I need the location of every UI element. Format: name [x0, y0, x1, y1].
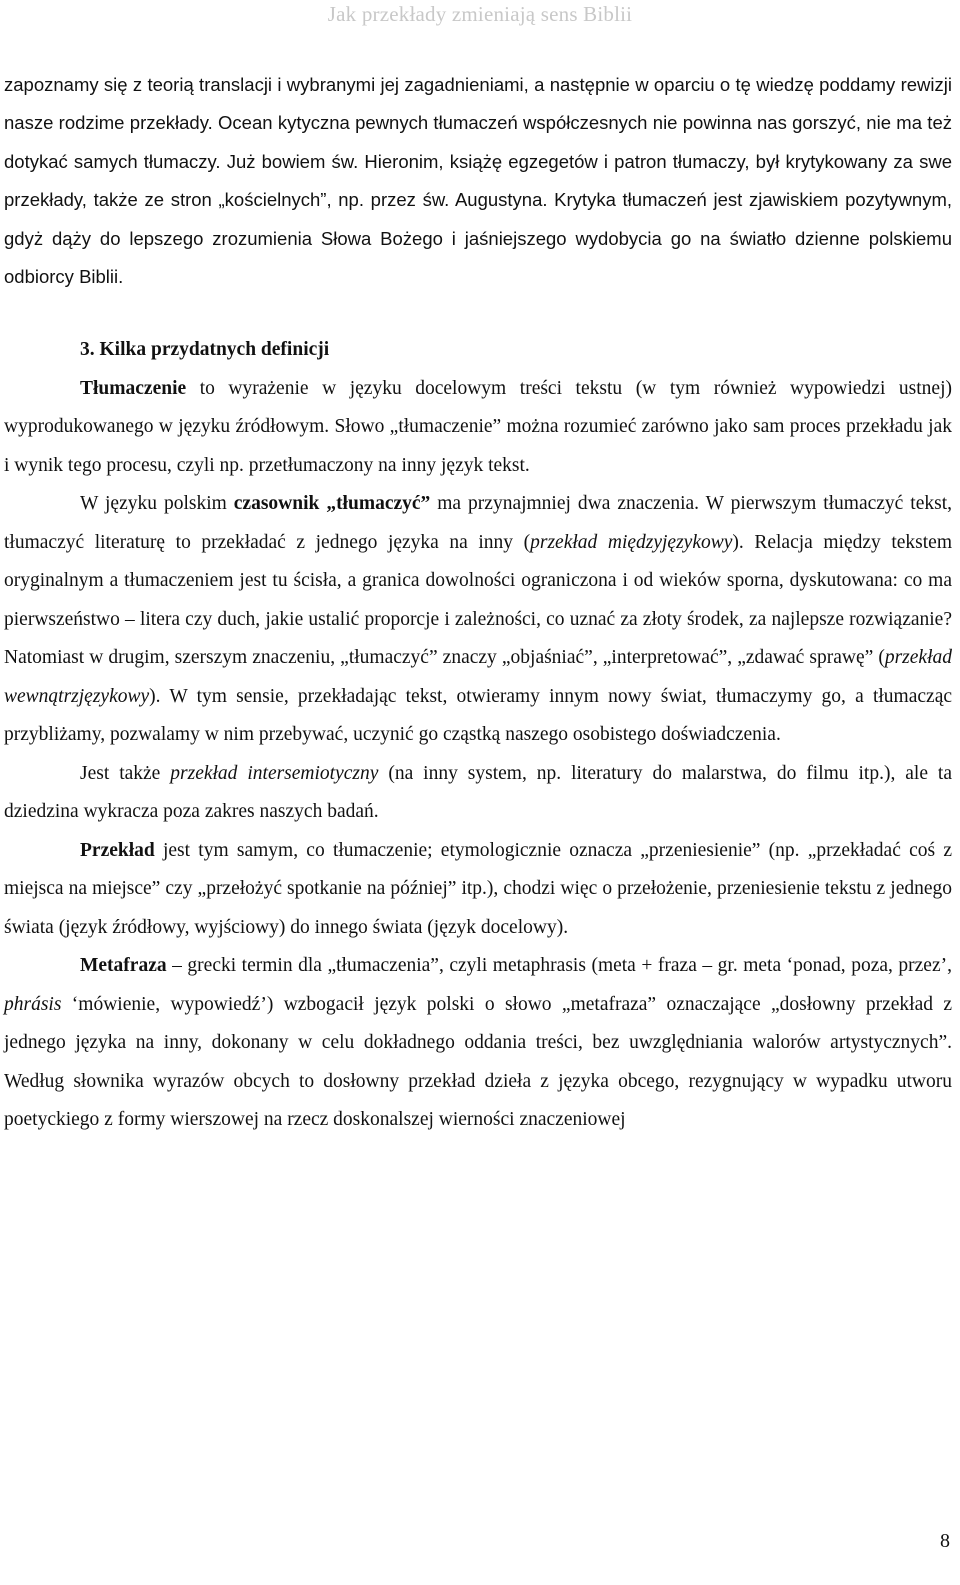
- definition-metafraza-part1: – grecki termin dla „tłumaczenia”, czyli metaphrasis (meta + fraza – gr. meta ‘ponad, poza, przez’,: [166, 955, 952, 977]
- definitions-block: [4, 370, 952, 1140]
- definition-czasownik: [4, 485, 952, 755]
- term-metafraza: Metafraza: [80, 955, 167, 977]
- definition-czasownik-intro: W języku polskim: [80, 493, 234, 515]
- definition-czasownik-part3: ). W tym sensie, przekładając tekst, otwieramy innym nowy świat, tłumaczymy go, a tłumacząc przybliżamy, pozwalamy w nim przebywać, uczynić go cząstką naszego osobistego doświadczenia.: [4, 685, 952, 746]
- term-przeklad-miedzyjezykowy: przekład międzyjęzykowy: [530, 531, 733, 553]
- term-przeklad: Przekład: [80, 839, 155, 861]
- term-przeklad-wewnatrzjezykowy: przekład wewnątrzjęzykowy: [4, 647, 952, 707]
- definition-tlumaczenie: [4, 370, 952, 486]
- definition-intersemiotyczny: [4, 755, 952, 832]
- definition-czasownik-part1: ma przynajmniej dwa znaczenia. W pierwszym tłumaczyć tekst, tłumaczyć literaturę to przekładać z jednego języka na inny (: [4, 493, 952, 553]
- definition-przeklad-text: jest tym samym, co tłumaczenie; etymologicznie oznacza „przeniesienie” (np. „przekładać coś z miejsca na miejsce” czy „przełożyć spotkanie na później” itp.), chodzi więc o przełożenie, przeniesienie tekstu z jednego świata (język źródłowy, wyjściowy) do innego świata (język docelowy).: [4, 839, 952, 938]
- definition-intersemiotyczny-intro: Jest także: [80, 762, 171, 784]
- page-body: [4, 66, 952, 1140]
- term-czasownik: czasownik „tłumaczyć”: [233, 493, 431, 515]
- page-number: 8: [940, 1530, 950, 1552]
- definition-przeklad: [4, 832, 952, 948]
- running-header: Jak przekłady zmieniają sens Biblii: [327, 2, 633, 26]
- definition-metafraza-part2: ‘mówienie, wypowiedź’) wzbogacił język polski o słowo „metafraza” oznaczające „dosłowny przekład z jednego języka na inny, dokonany w celu dokładnego oddania treści, bez uwzględniania walorów artystycznych”. Według słownika wyrazów obcych to dosłowny przekład dzieła z języka obcego, rezygnujący w wypadku utworu poetyckiego z formy wierszowej na rzecz doskonalszej wierności znaczeniowej: [4, 993, 952, 1131]
- intro-paragraph: zapoznamy się z teorią translacji i wybranymi jej zagadnieniami, a następnie w oparciu o tę wiedzę poddamy rewizji nasze rodzime przekłady. Ocean kytyczna pewnych tłumaczeń współczesnych nie powinna nas gorszyć, nie ma też dotykać samych tłumaczy. Już bowiem św. Hieronim, książę egzegetów i patron tłumaczy, był krytykowany za swe przekłady, także ze stron „kościelnych”, np. przez św. Augustyna. Krytyka tłumaczeń jest zjawiskiem pozytywnym, gdyż dąży do lepszego zrozumienia Słowa Bożego i jaśniejszego wydobycia go na światło dzienne polskiemu odbiorcy Biblii.: [4, 74, 952, 288]
- term-phrasis: phrásis: [4, 993, 62, 1015]
- definition-intersemiotyczny-text: (na inny system, np. literatury do malarstwa, do filmu itp.), ale ta dziedzina wykracza poza zakres naszych badań.: [4, 762, 952, 823]
- definition-czasownik-part2: ). Relacja między tekstem oryginalnym a tłumaczeniem jest tu ścisła, a granica dowolności ograniczona i od wieków sporna, dyskutowana: co ma pierwszeństwo – litera czy duch, jakie ustalić proporcje i zależności, co uznać za złoty środek, za najlepsze rozwiązanie? Natomiast w drugim, szerszym znaczeniu, „tłumaczyć” znaczy „objaśniać”, „interpretować”, „zdawać sprawę” (: [4, 531, 952, 669]
- definition-metafraza: [4, 947, 952, 1140]
- section-heading: 3. Kilka przydatnych definicji: [80, 339, 330, 361]
- term-tlumaczenie: Tłumaczenie: [80, 377, 187, 399]
- term-przeklad-intersemiotyczny: przekład intersemiotyczny: [170, 762, 379, 784]
- definition-tlumaczenie-text: to wyrażenie w języku docelowym treści tekstu (w tym również wypowiedzi ustnej) wyprodukowanego w języku źródłowym. Słowo „tłumaczenie” można rozumieć zarówno jako sam proces przekładu jak i wynik tego procesu, czyli np. przetłumaczony na inny język tekst.: [4, 377, 952, 476]
